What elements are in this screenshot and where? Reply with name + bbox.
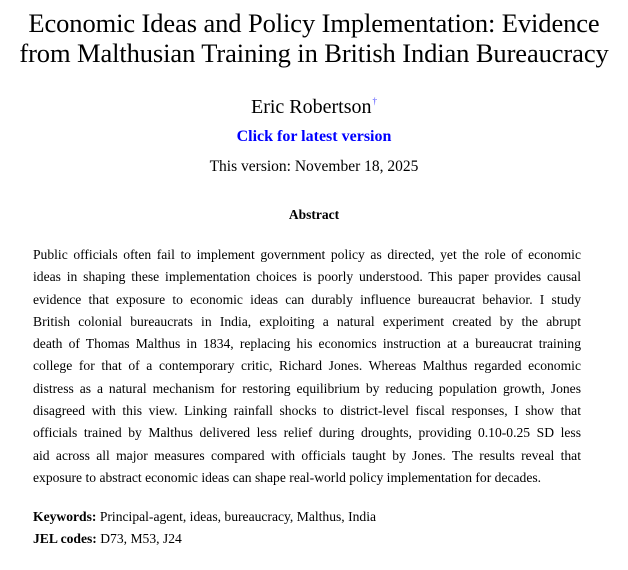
abstract-line: death of Thomas Malthus in 1834, replacing his economics instruction at a bureaucrat training: [33, 336, 581, 352]
abstract-line: evidence that exposure to economic ideas can durably influence bureaucrat behavior. I study: [33, 291, 581, 307]
paper-metadata: [33, 506, 376, 550]
jel-row: [33, 528, 376, 550]
author-name: Eric Robertson: [250, 96, 372, 118]
author-footnote-link[interactable]: †: [372, 96, 378, 106]
abstract-line: ideas in shaping these implementation choices is poorly understood. This paper provides causal: [33, 269, 581, 285]
abstract-line: officials trained by Malthus delivered less relief during droughts, providing 0.10-0.25 SD less: [33, 425, 581, 441]
abstract-line: exposure to abstract economic ideas can shape real-world policy implementation for decades.: [33, 469, 542, 485]
version-date: This version: November 18, 2025: [209, 158, 419, 175]
keywords-value: Principal-agent, ideas, bureaucracy, Malthus, India: [99, 509, 377, 524]
paper-title: [0, 8, 628, 68]
abstract-line: college for that of a contemporary critic, Richard Jones. Whereas Malthus regarded economic: [33, 358, 581, 374]
abstract-line: aid across all major measures compared with officials taught by Jones. The results reveal that: [33, 447, 581, 463]
keywords-row: [33, 506, 376, 528]
title-line-1: Economic Ideas and Policy Implementation: Evidence: [28, 8, 600, 38]
jel-label: JEL codes:: [33, 531, 97, 546]
abstract-line: disagreed with this view. Linking rainfall shocks to district-level fiscal responses, I show that: [33, 403, 581, 419]
jel-value: D73, M53, J24: [100, 531, 182, 546]
abstract-line: Public officials often fail to implement government policy as directed, yet the role of economic: [33, 247, 581, 262]
abstract-body: [33, 244, 581, 489]
author: [0, 89, 628, 119]
abstract-line: British colonial bureaucrats in India, exploiting a natural experiment created by the abrupt: [33, 313, 581, 329]
abstract-line: distress as a natural mechanism for restoring equilibrium by reducing population growth, Jones: [33, 380, 581, 396]
keywords-label: Keywords:: [33, 509, 97, 524]
title-line-2: from Malthusian Training in British Indian Bureaucracy: [19, 38, 609, 68]
latest-version-link[interactable]: Click for latest version: [236, 128, 392, 145]
abstract-heading: Abstract: [288, 207, 340, 222]
